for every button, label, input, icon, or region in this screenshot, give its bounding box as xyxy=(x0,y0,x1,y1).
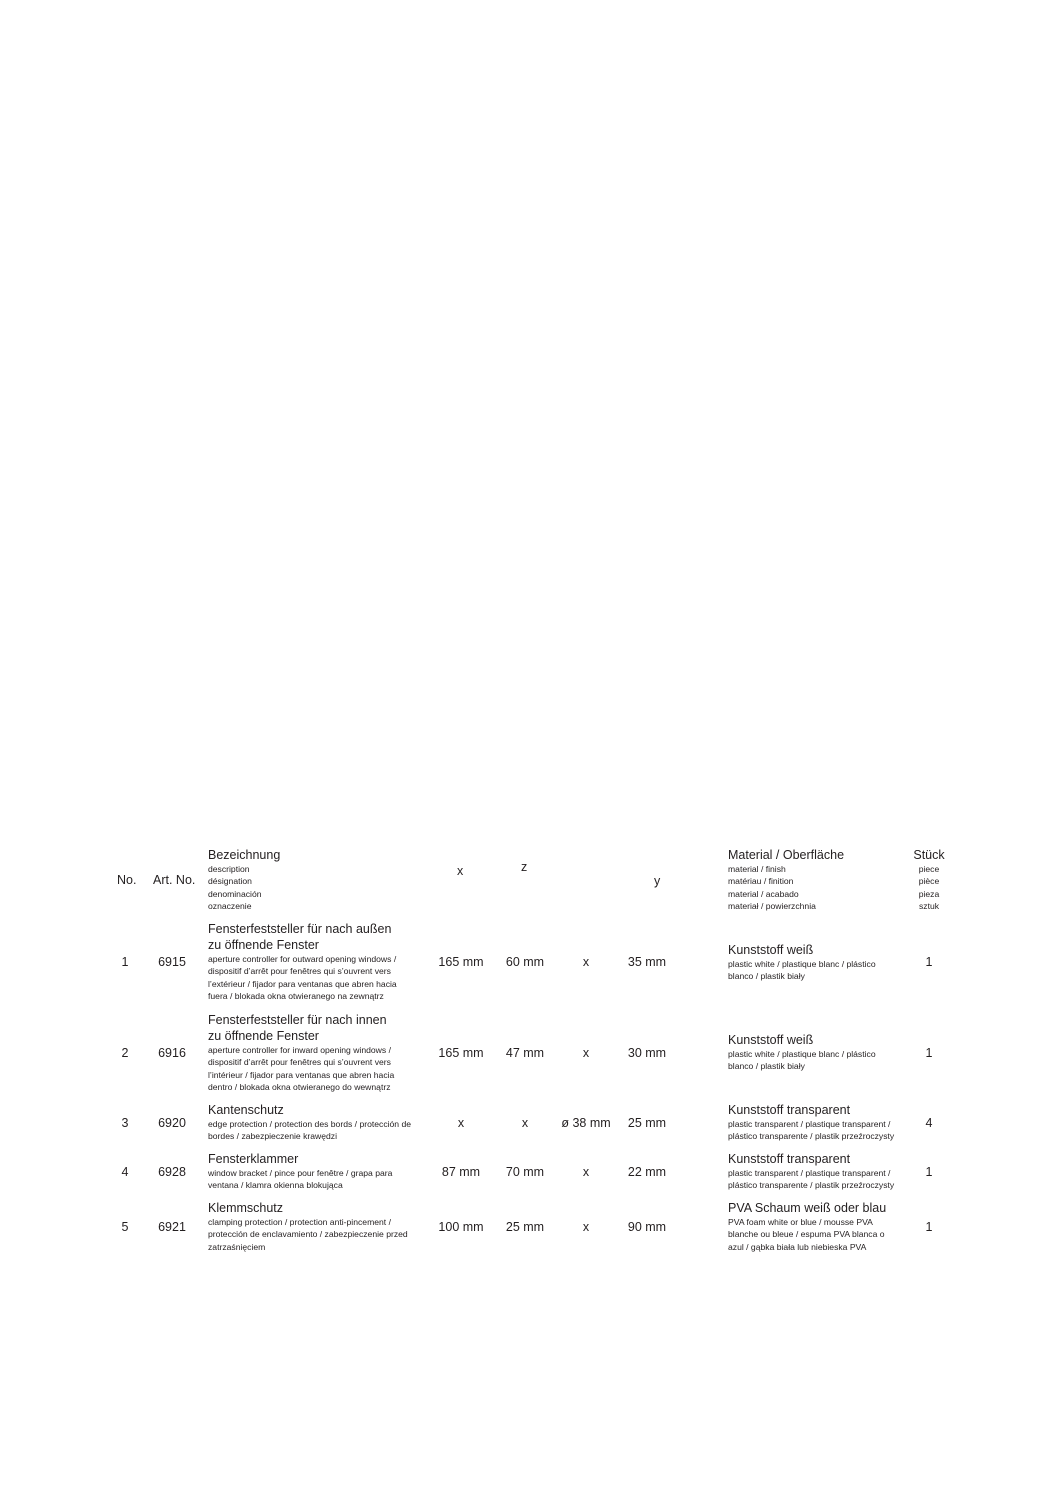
row-title-line: Fensterfeststeller für nach außen xyxy=(208,922,392,936)
header-material-line: matériau / finition xyxy=(728,876,794,887)
header-description-title: Bezeichnung xyxy=(208,848,281,862)
row-qty: 1 xyxy=(925,1220,933,1234)
row-desc-line: l’extérieur / fijador para ventanas que abren hacia xyxy=(208,978,397,989)
row-no: 2 xyxy=(121,1046,129,1060)
header-art-no: Art. No. xyxy=(153,873,196,887)
row-desc-line: clamping protection / protection anti-pincement / xyxy=(208,1217,391,1227)
row-art-no: 6916 xyxy=(158,1046,186,1060)
row-z: x xyxy=(521,1116,529,1130)
row-x: x xyxy=(457,1116,465,1130)
row-material-title: Kunststoff transparent xyxy=(728,1152,851,1166)
row-material-title: Kunststoff transparent xyxy=(728,1103,851,1117)
row-y: 25 mm xyxy=(627,1116,667,1130)
row-diameter: x xyxy=(582,1046,590,1060)
row-desc-line: aperture controller for inward opening windows / xyxy=(208,1045,391,1055)
row-desc-line: aperture controller for outward opening windows / xyxy=(208,954,397,964)
row-diameter: x xyxy=(582,955,590,969)
row-no: 1 xyxy=(121,955,129,969)
header-description xyxy=(208,847,430,913)
header-material-line: material / acabado xyxy=(728,888,799,899)
row-desc-line: dentro / blokada okna otwieranego do wewnątrz xyxy=(208,1082,391,1093)
header-piece-line: pieza xyxy=(918,888,940,899)
row-material-line: blanco / plastik biały xyxy=(728,1061,805,1072)
row-diameter: ø 38 mm xyxy=(561,1116,611,1130)
row-material xyxy=(728,1102,908,1143)
header-x: x xyxy=(457,864,464,878)
row-material-line: plastic transparent / plastique transparent / xyxy=(728,1119,891,1129)
row-material xyxy=(728,1200,908,1253)
row-x: 87 mm xyxy=(441,1165,481,1179)
row-material-line: plastic white / plastique blanc / plástico xyxy=(728,1049,876,1059)
row-desc-line: bordes / zabezpieczenie krawędzi xyxy=(208,1131,337,1142)
row-y: 30 mm xyxy=(627,1046,667,1060)
row-art-no: 6928 xyxy=(158,1165,186,1179)
row-desc-line: dispositif d’arrêt pour fenêtres qui s’ouvrent vers xyxy=(208,966,391,977)
row-qty: 1 xyxy=(925,1046,933,1060)
row-desc-line: window bracket / pince pour fenêtre / grapa para xyxy=(208,1168,393,1178)
row-no: 5 xyxy=(121,1220,129,1234)
row-material-title: Kunststoff weiß xyxy=(728,943,814,957)
row-desc-line: protección de enclavamiento / zabezpieczenie przed xyxy=(208,1229,408,1240)
row-y: 90 mm xyxy=(627,1220,667,1234)
header-material-line: material / finish xyxy=(728,864,786,874)
row-description xyxy=(208,1012,430,1094)
row-x: 165 mm xyxy=(438,955,484,969)
row-desc-line: zatrzaśnięciem xyxy=(208,1241,266,1252)
row-art-no: 6915 xyxy=(158,955,186,969)
header-piece xyxy=(906,847,952,913)
row-material-title: PVA Schaum weiß oder blau xyxy=(728,1201,887,1215)
header-description-line: denominación xyxy=(208,888,262,899)
row-x: 100 mm xyxy=(438,1220,484,1234)
row-x: 165 mm xyxy=(438,1046,484,1060)
row-description xyxy=(208,1200,430,1253)
header-piece-title: Stück xyxy=(913,848,945,862)
row-z: 47 mm xyxy=(505,1046,545,1060)
row-qty: 4 xyxy=(925,1116,933,1130)
row-title-line: zu öffnende Fenster xyxy=(208,938,319,952)
row-no: 4 xyxy=(121,1165,129,1179)
row-diameter: x xyxy=(582,1165,590,1179)
row-title-line: Klemmschutz xyxy=(208,1201,284,1215)
row-y: 35 mm xyxy=(627,955,667,969)
row-no: 3 xyxy=(121,1116,129,1130)
row-material xyxy=(728,942,908,983)
row-desc-line: dispositif d’arrêt pour fenêtres qui s’ouvrent vers xyxy=(208,1057,391,1068)
row-title-line: Kantenschutz xyxy=(208,1103,284,1117)
row-material-title: Kunststoff weiß xyxy=(728,1033,814,1047)
row-material xyxy=(728,1151,908,1192)
row-qty: 1 xyxy=(925,1165,933,1179)
row-material-line: plástico transparente / plastik przeźroczysty xyxy=(728,1180,895,1191)
header-no: No. xyxy=(117,873,137,887)
row-qty: 1 xyxy=(925,955,933,969)
row-art-no: 6921 xyxy=(158,1220,186,1234)
row-title-line: zu öffnende Fenster xyxy=(208,1029,319,1043)
row-z: 25 mm xyxy=(505,1220,545,1234)
header-description-line: désignation xyxy=(208,876,252,887)
row-material-line: plastic white / plastique blanc / plástico xyxy=(728,959,876,969)
row-desc-line: ventana / klamra okienna blokująca xyxy=(208,1180,343,1191)
row-material-line: plástico transparente / plastik przeźroczysty xyxy=(728,1131,895,1142)
row-description xyxy=(208,1102,430,1143)
header-piece-line: piece xyxy=(918,864,940,874)
row-title-line: Fensterklammer xyxy=(208,1152,299,1166)
row-description xyxy=(208,921,430,1003)
row-material-line: blanche ou bleue / espuma PVA blanca o xyxy=(728,1229,885,1240)
header-piece-line: pièce xyxy=(918,876,940,887)
header-z: z xyxy=(521,860,528,874)
header-description-line: oznaczenie xyxy=(208,901,252,912)
row-material-line: azul / gąbka biała lub niebieska PVA xyxy=(728,1241,867,1252)
row-title-line: Fensterfeststeller für nach innen xyxy=(208,1013,387,1027)
header-description-line: description xyxy=(208,864,250,874)
row-art-no: 6920 xyxy=(158,1116,186,1130)
header-material-title: Material / Oberfläche xyxy=(728,848,845,862)
row-y: 22 mm xyxy=(627,1165,667,1179)
row-diameter: x xyxy=(582,1220,590,1234)
row-material xyxy=(728,1032,908,1073)
row-desc-line: edge protection / protection des bords / protección de xyxy=(208,1119,412,1129)
row-material-line: PVA foam white or blue / mousse PVA xyxy=(728,1217,873,1227)
row-description xyxy=(208,1151,430,1192)
row-desc-line: fuera / blokada okna otwieranego na zewnątrz xyxy=(208,991,384,1002)
header-y: y xyxy=(654,874,661,888)
row-desc-line: l’intérieur / fijador para ventanas que abren hacia xyxy=(208,1069,395,1080)
header-material xyxy=(728,847,908,913)
row-z: 70 mm xyxy=(505,1165,545,1179)
row-material-line: blanco / plastik biały xyxy=(728,971,805,982)
row-z: 60 mm xyxy=(505,955,545,969)
row-material-line: plastic transparent / plastique transparent / xyxy=(728,1168,891,1178)
header-piece-line: sztuk xyxy=(918,901,940,912)
header-material-line: materiał / powierzchnia xyxy=(728,901,816,912)
